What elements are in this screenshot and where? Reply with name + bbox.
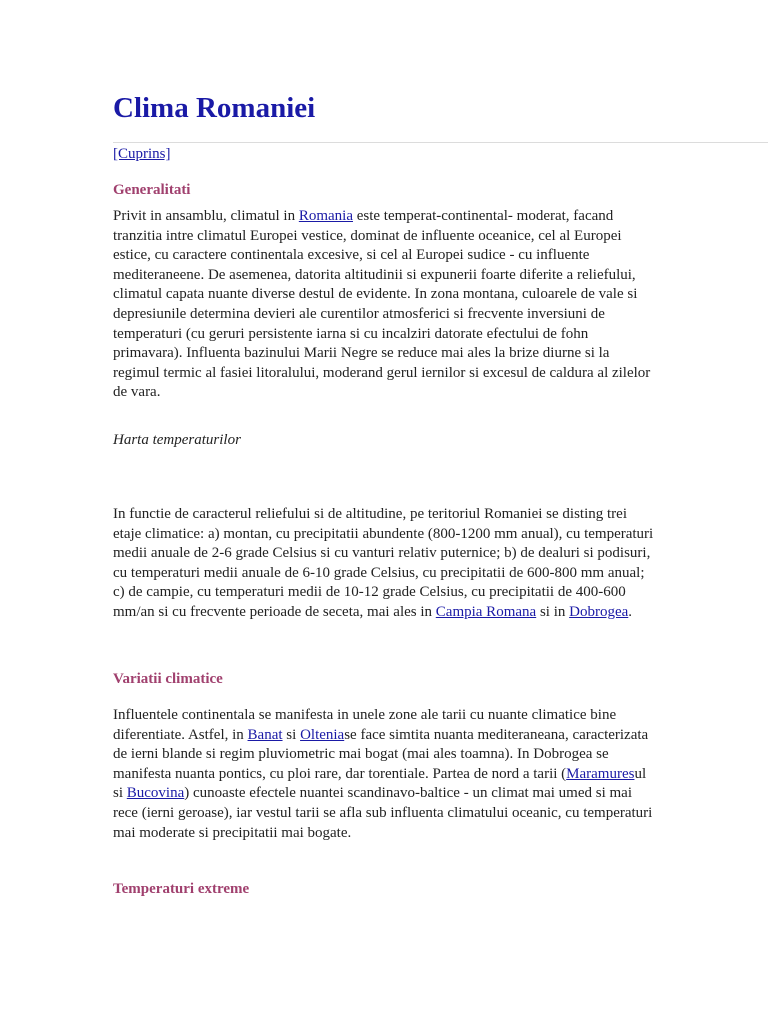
- paragraph-text: ul si: [113, 765, 647, 802]
- paragraph-text: se face simtita nuanta mediteraneana, caracterizata de ierni blande si regim pluviometric mai bogat (mai ales toamna). In Dobrogea se manifesta nuanta pontics, cu ploi rare, dar torentiale. Partea de nord a tarii (: [113, 726, 649, 782]
- map-caption: Harta temperaturilor: [113, 432, 241, 448]
- paragraph-text: ) cunoaste efectele nuantei scandinavo-baltice - un climat mai umed si mai rece (ierni geroase), iar vestul tarii se afla sub influenta climatului oceanic, cu temperaturi mai moderate si precipitatii mai bogate.: [113, 785, 653, 841]
- paragraph-text: In functie de caracterul reliefului si de altitudine, pe teritoriul Romaniei se disting trei etaje climatice: a) montan, cu precipitatii abundente (800-1200 mm anual), cu temperaturi medii anuale de 2-6 grade Celsius si cu vanturi relativ puternice; b) de dealuri si podisuri, cu temperaturi medii anuale de 6-10 grade Celsius, cu precipitatii de 600-800 mm anual; c) de campie, cu temperaturi medii de 10-12 grade Celsius, cu precipitatii de 400-600 mm/an si cu frecvente perioade de seceta, mai ales in: [113, 506, 654, 620]
- link-campia-romana[interactable]: Campia Romana: [435, 603, 537, 620]
- paragraph-text: Privit in ansamblu, climatul in: [113, 208, 299, 224]
- link-banat[interactable]: Banat: [247, 726, 283, 743]
- link-oltenia[interactable]: Oltenia: [300, 726, 345, 743]
- title-divider: [113, 142, 768, 143]
- heading-temperaturi-extreme: Temperaturi extreme: [113, 881, 250, 897]
- link-dobrogea[interactable]: Dobrogea: [569, 603, 629, 620]
- link-bucovina[interactable]: Bucovina: [126, 785, 185, 802]
- link-romania[interactable]: Romania: [298, 208, 353, 224]
- page-title: Clima Romaniei: [113, 92, 316, 124]
- paragraph-text: si in: [536, 603, 570, 620]
- paragraph-text: si: [282, 726, 301, 743]
- heading-variatii-climatice: Variatii climatice: [113, 671, 223, 687]
- paragraph-text: este temperat-continental- moderat, facand tranzitia intre climatul Europei vestice, dominat de influente oceanice, cel al Europei estice, cu caractere continentala excesive, si cel al Europei sudice - cu influente mediteraneene. De asemenea, datorita altitudinii si expunerii foarte diferite a reliefului, climatul capata nuante diverse destul de evidente. In zona montana, culoarele de vale si depresiunile determina devieri ale curentilor atmosferici si frecvente inversiuni de temperaturi (cu geruri persistente iarna si cu incalziri datorate efectului de fohn primavara). Influenta bazinului Marii Negre se reduce mai ales la brize diurne si la regimul termic al fasiei litoralului, moderand gerul iernilor si excesul de caldura al zilelor de vara.: [113, 208, 651, 401]
- contents-link[interactable]: [Cuprins]: [113, 146, 171, 162]
- paragraph-variatii: [113, 706, 658, 843]
- paragraph-generalitati: [113, 207, 658, 403]
- paragraph-text: Influentele continentala se manifesta in unele zone ale tarii cu nuante climatice bine diferentiate. Astfel, in: [113, 707, 617, 743]
- link-maramures[interactable]: Maramures: [566, 765, 635, 782]
- paragraph-text: .: [628, 603, 633, 620]
- heading-generalitati: Generalitati: [113, 182, 191, 198]
- paragraph-etaje-climatice: [113, 505, 658, 623]
